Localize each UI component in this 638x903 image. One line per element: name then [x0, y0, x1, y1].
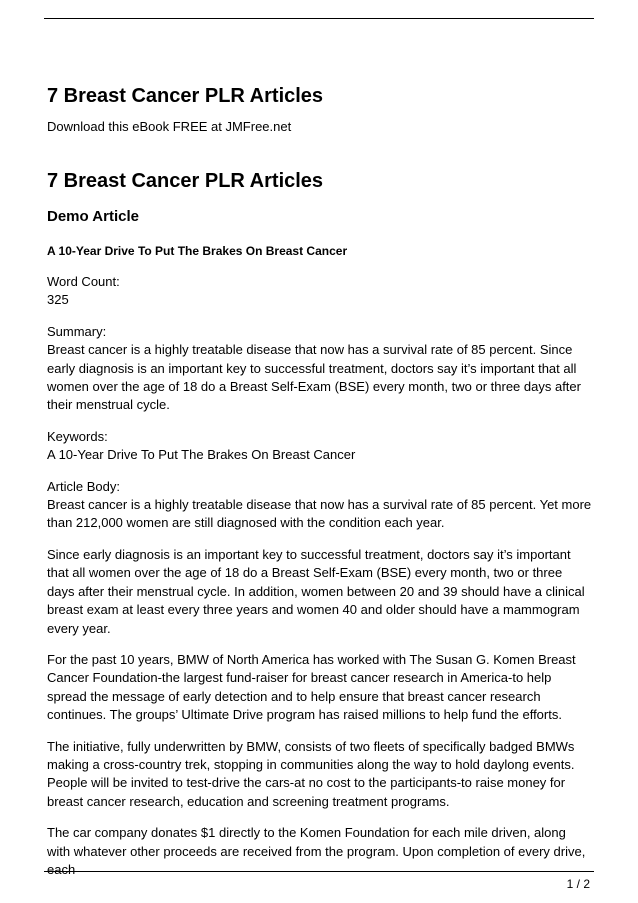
- article-body-paragraph-2: Since early diagnosis is an important key to successful treatment, doctors say it’s important that all women over the age of 18 do a Breast Self-Exam (BSE) every month, two or three days after their menstrual cycle. In addition, women between 20 and 39 should have a clinical breast exam at least every three years and women 40 and older should have a mammogram every year.: [47, 546, 585, 636]
- article-body-paragraph-3: For the past 10 years, BMW of North America has worked with The Susan G. Komen Breast Cancer Foundation-the largest fund-raiser for breast cancer research in America-to help spread the message of early detection and to help ensure that breast cancer research continues. The groups’ Ultimate Drive program has raised millions to help fund the efforts.: [47, 651, 576, 723]
- article-body-paragraph-4: The initiative, fully underwritten by BMW, consists of two fleets of specifically badged BMWs making a cross-country trek, stopping in communities along the way to hold daylong events. People will be invited to test-drive the cars-at no cost to the participants-to raise money for breast cancer research, education and screening treatment programs.: [47, 738, 575, 809]
- header-rule: [44, 18, 594, 19]
- summary-label: Summary:: [47, 323, 107, 339]
- article-title: A 10-Year Drive To Put The Brakes On Breast Cancer: [47, 244, 348, 258]
- keywords-label: Keywords:: [47, 428, 108, 444]
- download-line: Download this eBook FREE at JMFree.net: [47, 119, 292, 134]
- article-body-paragraph-5: The car company donates $1 directly to the Komen Foundation for each mile driven, along with whatever other proceeds are received from the program. Upon completion of every drive, each: [47, 825, 586, 877]
- demo-article-heading: Demo Article: [47, 208, 139, 225]
- page-number: 1 / 2: [566, 877, 590, 891]
- summary-text: Breast cancer is a highly treatable disease that now has a survival rate of 85 percent. Since early diagnosis is an important key to successful treatment, doctors say it’s important that all women over the age of 18 do a Breast Self-Exam (BSE) every month, two or three days after their menstrual cycle.: [47, 342, 581, 413]
- keywords-section: [47, 428, 592, 465]
- footer-rule: [44, 871, 594, 872]
- article-body-label: Article Body:: [47, 478, 120, 494]
- article-body-section: [47, 478, 592, 533]
- keywords-text: A 10-Year Drive To Put The Brakes On Breast Cancer: [47, 447, 356, 463]
- word-count-section: [47, 273, 592, 310]
- document-title: 7 Breast Cancer PLR Articles: [47, 85, 324, 107]
- word-count-value: 325: [47, 292, 69, 308]
- document-body: [47, 84, 592, 879]
- summary-section: [47, 323, 592, 415]
- article-body-paragraph-1: Breast cancer is a highly treatable disease that now has a survival rate of 85 percent. Yet more than 212,000 women are still diagnosed with the condition each year.: [47, 497, 592, 531]
- word-count-label: Word Count:: [47, 274, 120, 289]
- document-title-repeat: 7 Breast Cancer PLR Articles: [47, 170, 324, 192]
